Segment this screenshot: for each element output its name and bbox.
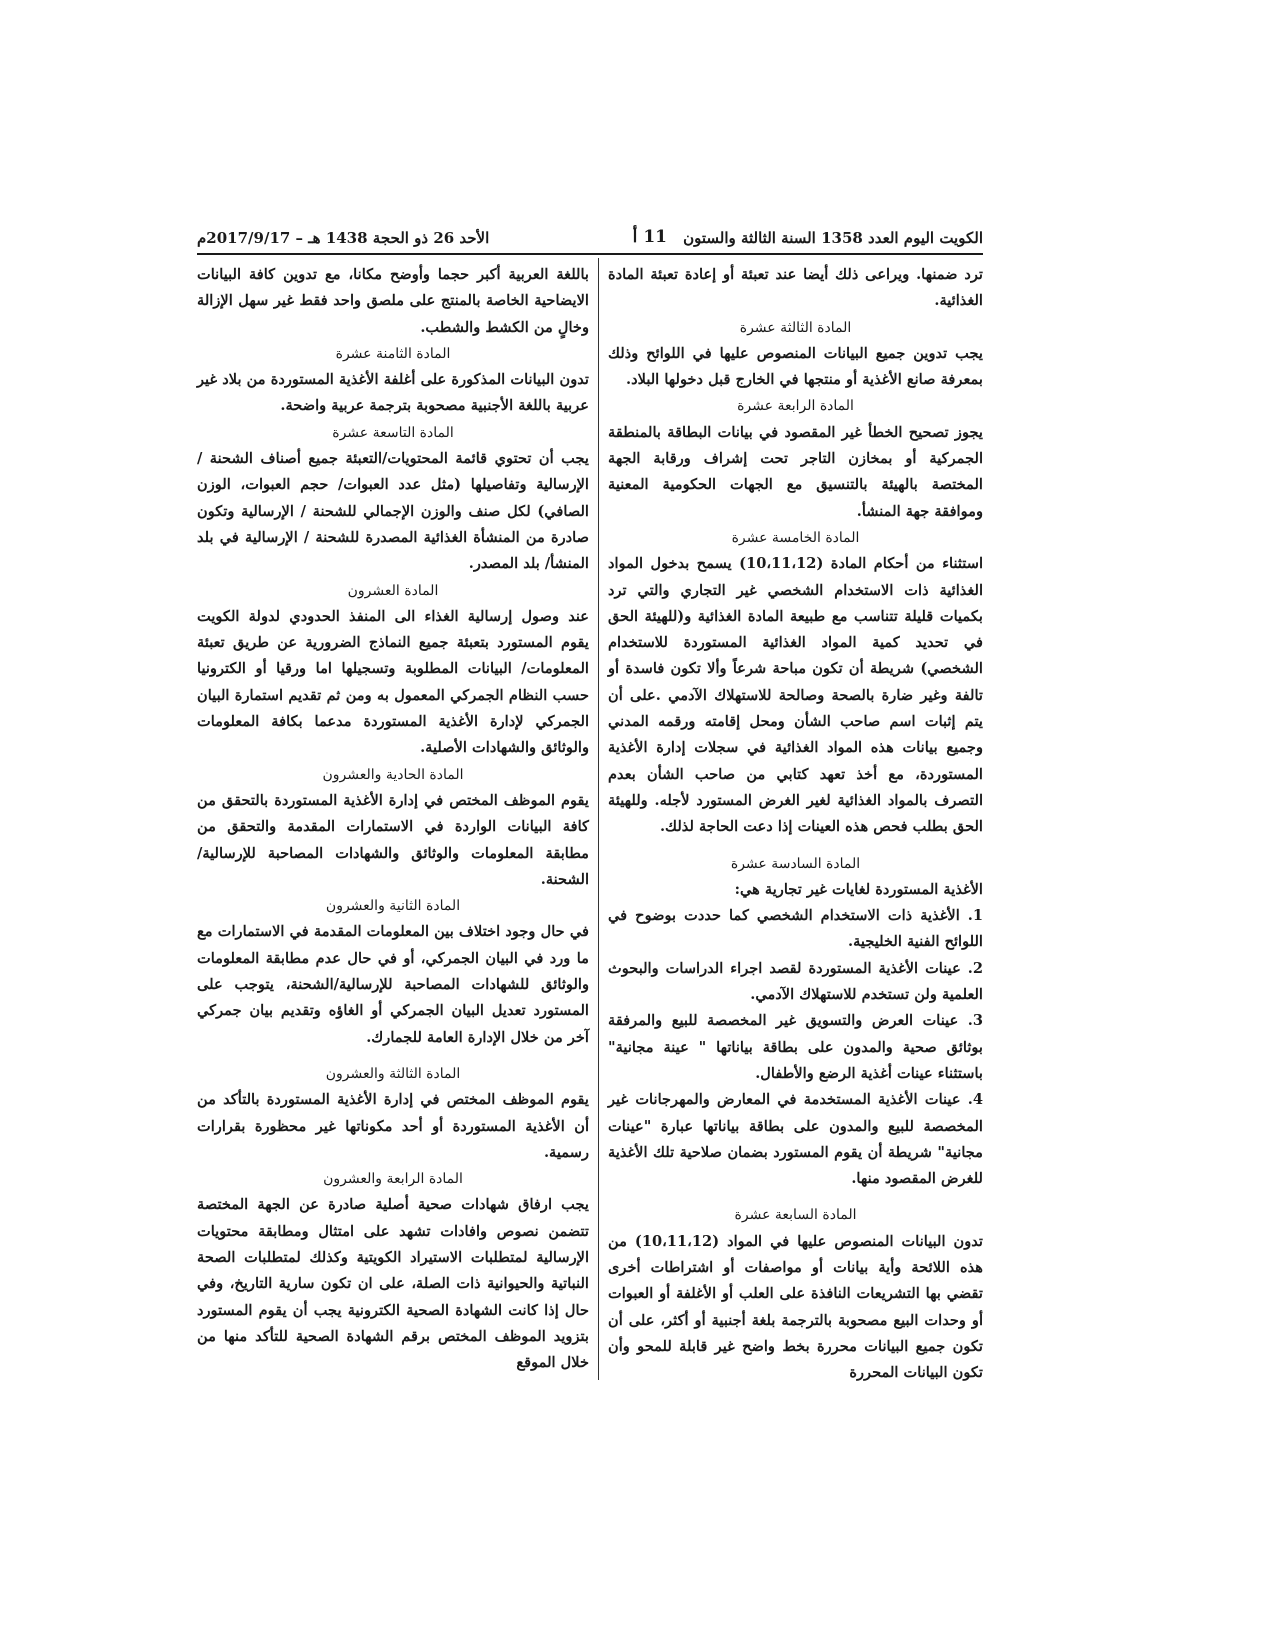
gazette-issue: الكويت اليوم العدد 1358 السنة الثالثة والستون xyxy=(683,229,983,247)
article-17-heading: المادة السابعة عشرة xyxy=(734,1207,857,1224)
article-16-item-4: 4. عينات الأغذية المستخدمة في المعارض والمهرجانات غير المخصصة للبيع والمدون على بطاقة بياناتها عبارة "عينات مجانية" شريطة أن يقوم المستورد بضمان صلاحية تلك الأغذية للغرض المقصود منها. xyxy=(608,1091,983,1188)
article-13-heading: المادة الثالثة عشرة xyxy=(739,319,852,336)
article-23-text: يقوم الموظف المختص في إدارة الأغذية المستوردة بالتأكد من أن الأغذية المستوردة أو أحد مكوناتها غير محظورة بقرارات رسمية. xyxy=(197,1091,589,1161)
article-16-intro: الأغذية المستوردة لغايات غير تجارية هي: xyxy=(734,880,983,898)
article-21-text: يقوم الموظف المختص في إدارة الأغذية المستوردة بالتحقق من كافة البيانات الواردة في الاستمارات المقدمة والتحقق من مطابقة المعلومات والوثائق والشهادات المصاحبة للإرسالية/الشحنة. xyxy=(197,791,589,888)
article-13-text: يجب تدوين جميع البيانات المنصوص عليها في اللوائح وذلك بمعرفة صانع الأغذية أو منتجها في الخارج قبل دخولها البلاد. xyxy=(608,344,983,389)
article-15-heading: المادة الخامسة عشرة xyxy=(731,529,860,546)
article-14-heading: المادة الرابعة عشرة xyxy=(737,398,854,415)
article-23-heading: المادة الثالثة والعشرون xyxy=(325,1065,461,1082)
header-rule xyxy=(197,253,983,255)
article-16-item-3: 3. عينات العرض والتسويق غير المخصصة للبيع والمرفقة بوثائق صحية والمدون على بطاقة بياناتها " عينة مجانية" باستثناء عينات أغذية الرضع والأطفال. xyxy=(608,1012,983,1082)
article-20-text: عند وصول إرسالية الغذاء الى المنفذ الحدودي لدولة الكويت يقوم المستورد بتعبئة جميع النماذج الضرورية عن طريق تعبئة المعلومات/ البيانات المطلوبة وتسجيلها اما ورقيا أو الكترونيا حسب النظام الجمركي المعمول به ومن ثم تقديم استمارة البيان الجمركي لإدارة الأغذية المستوردة مدعما بكافة المعلومات والوثائق والشهادات الأصلية. xyxy=(197,607,589,757)
article-15-text: استثناء من أحكام المادة (10،11،12) يسمح بدخول المواد الغذائية ذات الاستخدام الشخصي غير التجاري والتي ترد بكميات قليلة تتناسب مع طبيعة المادة الغذائية و(للهيئة الحق في تحديد كمية المواد الغذائية المستوردة للاستخدام الشخصي) شريطة أن تكون مباحة شرعاً وألا تكون فاسدة أو تالفة وغير ضارة بالصحة وصالحة للاستهلاك الآدمي .على أن يتم إثبات اسم صاحب الشأن ومحل إقامته ورقمه المدني وجميع بيانات هذه المواد الغذائية في سجلات إدارة الأغذية المستوردة، مع أخذ تعهد كتابي من صاحب الشأن بعدم التصرف بالمواد الغذائية لغير الغرض المستورد لأجله. وللهيئة الحق بطلب فحص هذه العينات إذا دعت الحاجة لذلك. xyxy=(608,555,983,836)
right-column xyxy=(608,262,983,1386)
article-17-text: تدون البيانات المنصوص عليها في المواد (10،11،12) من هذه اللائحة وأية بيانات أو مواصفات أو اشتراطات أخرى تقضي بها التشريعات النافذة على العلب أو الأغلفة أو العبوات أو وحدات البيع مصحوبة بالترجمة بلغة أجنبية أو أكثر، على أن تكون جميع البيانات محررة بخط واضح غير قابلة للمحو وأن تكون البيانات المحررة xyxy=(608,1232,983,1382)
article-14-text: يجوز تصحيح الخطأ غير المقصود في بيانات البطاقة بالمنطقة الجمركية أو بمخازن التاجر تحت إشراف ورقابة الجهة المختصة بالهيئة بالتنسيق مع الجهات الحكومية المعنية وموافقة جهة المنشأ. xyxy=(608,423,983,520)
article-22-text: في حال وجود اختلاف بين المعلومات المقدمة في الاستمارات مع ما ورد في البيان الجمركي، أو في حال عدم مطابقة المعلومات والوثائق للشهادات المصاحبة للإرسالية/الشحنة، يتوجب على المستورد تعديل البيان الجمركي أو الغاؤه وتقديم بيان جمركي آخر من خلال الإدارة العامة للجمارك. xyxy=(197,923,589,1046)
article-16-heading: المادة السادسة عشرة xyxy=(730,855,861,872)
page-number: 11 أ xyxy=(632,227,667,247)
page-header xyxy=(197,225,983,251)
article-18-heading: المادة الثامنة عشرة xyxy=(335,345,451,362)
article-16-item-1: 1. الأغذية ذات الاستخدام الشخصي كما حددت بوضوح في اللوائح الفنية الخليجية. xyxy=(608,907,983,951)
article-20-heading: المادة العشرون xyxy=(347,582,439,599)
article-16-item-2: 2. عينات الأغذية المستوردة لقصد اجراء الدراسات والبحوث العلمية ولن تستخدم للاستهلاك الآدمي. xyxy=(608,959,983,1004)
article-21-heading: المادة الحادية والعشرون xyxy=(322,766,464,783)
article-22-heading: المادة الثانية والعشرون xyxy=(325,898,461,915)
article-24-heading: المادة الرابعة والعشرون xyxy=(323,1171,463,1188)
paragraph-continuation: باللغة العربية أكبر حجما وأوضح مكانا، مع تدوين كافة البيانات الايضاحية الخاصة بالمنتج على ملصق واحد فقط غير سهل الإزالة وخالٍ من الكشط والشطب. xyxy=(197,266,589,336)
article-24-text: يجب ارفاق شهادات صحية أصلية صادرة عن الجهة المختصة تتضمن نصوص وافادات تشهد على امتثال ومطابقة محتويات الإرسالية لمتطلبات الاستيراد الكويتية وكذلك لمتطلبات الصحة النباتية والحيوانية ذات الصلة، على ان تكون سارية التاريخ، وفي حال إذا كانت الشهادة الصحية الكترونية يجب أن يقوم المستورد بتزويد الموظف المختص برقم الشهادة الصحية للتأكد منها من خلال الموقع xyxy=(197,1196,589,1372)
column-divider xyxy=(598,258,599,1380)
article-19-heading: المادة التاسعة عشرة xyxy=(332,424,454,441)
paragraph-continuation: ترد ضمنها. ويراعى ذلك أيضا عند تعبئة أو إعادة تعبئة المادة الغذائية. xyxy=(608,266,983,310)
left-column xyxy=(197,262,589,1376)
issue-date: الأحد 26 ذو الحجة 1438 هـ – 2017/9/17م xyxy=(197,229,490,247)
article-18-text: تدون البيانات المذكورة على أغلفة الأغذية المستوردة من بلاد غير عربية باللغة الأجنبية مصحوبة بترجمة عربية واضحة. xyxy=(197,371,589,415)
article-19-text: يجب أن تحتوي قائمة المحتويات/التعبئة جميع أصناف الشحنة / الإرسالية وتفاصيلها (مثل عدد العبوات/ حجم العبوات، الوزن الصافي) لكل صنف والوزن الإجمالي للشحنة / الإرسالية وتكون صادرة من المنشأة الغذائية المصدرة للشحنة / الإرسالية في بلد المنشأ/ بلد المصدر. xyxy=(197,450,589,573)
